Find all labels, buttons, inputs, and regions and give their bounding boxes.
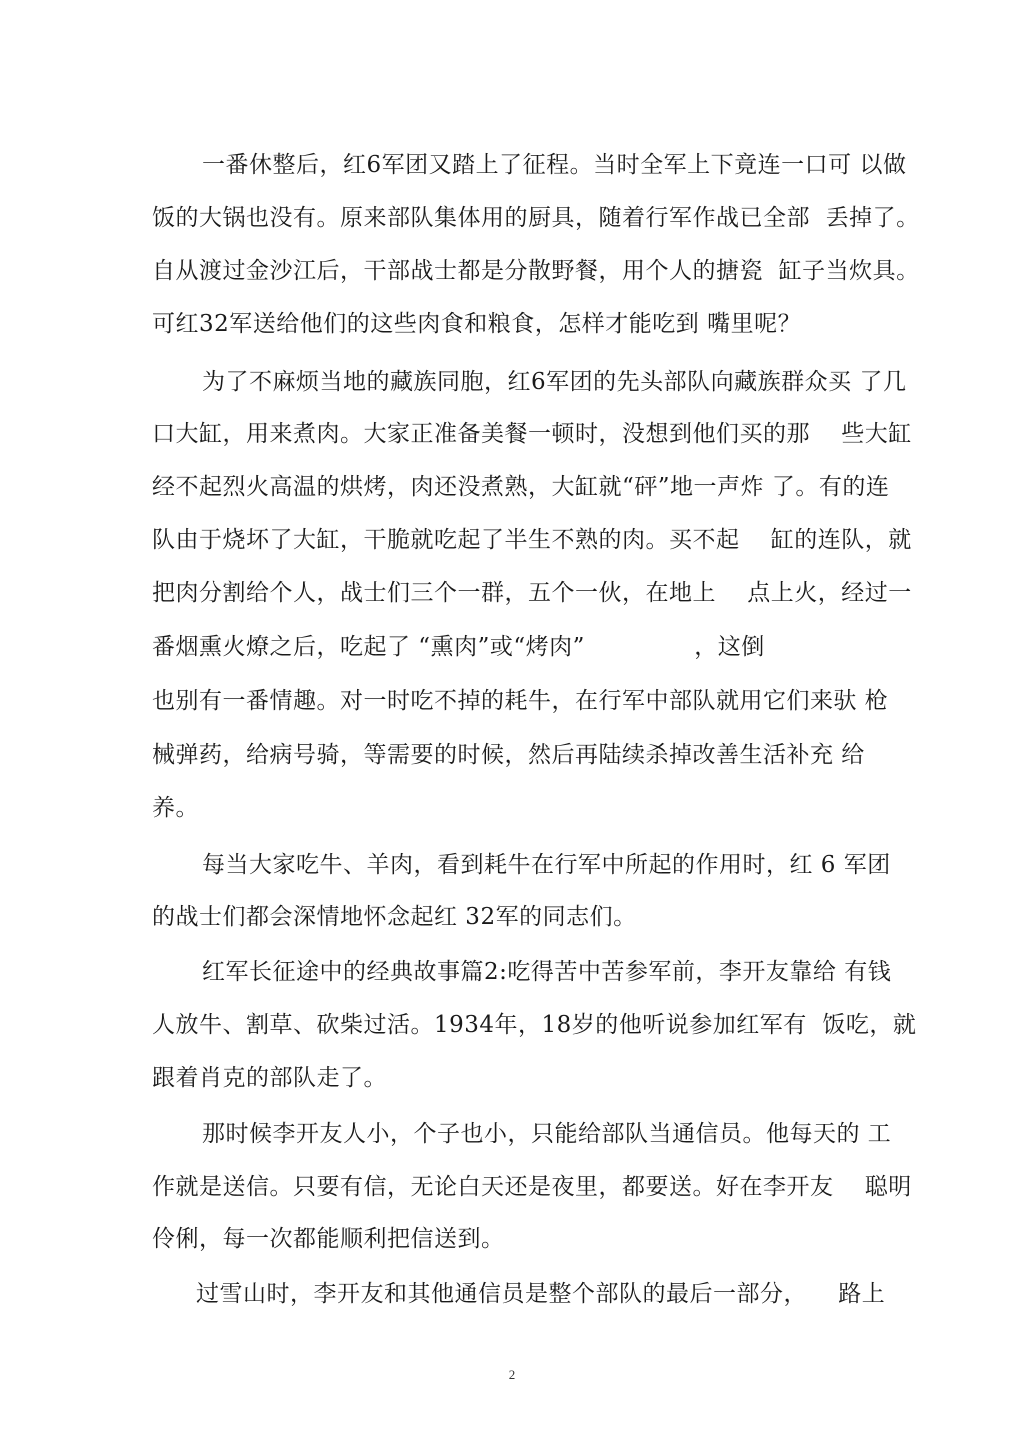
- text-line: 自从渡过金沙江后，干部战士都是分散野餐，用个人的搪瓷 缸子当炊具。: [152, 258, 920, 284]
- page-number: 2: [508, 1367, 516, 1382]
- text-line: 人放牛、割草、砍柴过活。1934年，18岁的他听说参加红军有 饭吃，就: [152, 1012, 917, 1038]
- text-line: 械弹药，给病号骑，等需要的时候，然后再陆续杀掉改善生活补充 给: [152, 742, 865, 768]
- text-line: 作就是送信。只要有信，无论白天还是夜里，都要送。好在李开友 聪明: [152, 1174, 912, 1200]
- text-line: 番烟熏火燎之后，吃起了 “熏肉”或“烤肉” ，这倒: [152, 634, 765, 660]
- text-line: 养。: [152, 795, 199, 821]
- text-line: 饭的大锅也没有。原来部队集体用的厨具，随着行军作战已全部 丢掉了。: [152, 205, 920, 231]
- text-line: 口大缸，用来煮肉。大家正准备美餐一顿时，没想到他们买的那 些大缸: [152, 421, 912, 447]
- text-line: 伶俐，每一次都能顺利把信送到。: [152, 1226, 505, 1252]
- text-line: 过雪山时，李开友和其他通信员是整个部队的最后一部分， 路上: [196, 1281, 886, 1307]
- text-line: 那时候李开友人小，个子也小，只能给部队当通信员。他每天的 工: [202, 1121, 892, 1147]
- text-line: 可红32军送给他们的这些肉食和粮食，怎样才能吃到 嘴里呢？: [152, 311, 802, 337]
- text-line: 把肉分割给个人，战士们三个一群，五个一伙，在地上 点上火，经过一: [152, 580, 912, 606]
- text-line: 跟着肖克的部队走了。: [152, 1065, 387, 1091]
- text-line: 的战士们都会深情地怀念起红 32军的同志们。: [152, 904, 637, 930]
- text-line: 红军长征途中的经典故事篇2:吃得苦中苦参军前，李开友靠给 有钱: [202, 959, 892, 985]
- text-line: 队由于烧坏了大缸，干脆就吃起了半生不熟的肉。买不起 缸的连队，就: [152, 527, 912, 553]
- text-line: 经不起烈火高温的烘烤，肉还没煮熟，大缸就“砰”地一声炸 了。有的连: [152, 474, 890, 500]
- text-line: 也别有一番情趣。对一时吃不掉的耗牛，在行军中部队就用它们来驮 枪: [152, 688, 889, 714]
- text-line: 一番休整后，红6军团又踏上了征程。当时全军上下竟连一口可 以做: [202, 152, 907, 178]
- text-line: 每当大家吃牛、羊肉，看到耗牛在行军中所起的作用时，红 6 军团: [202, 852, 891, 878]
- text-line: 为了不麻烦当地的藏族同胞，红6军团的先头部队向藏族群众买 了几: [202, 369, 907, 395]
